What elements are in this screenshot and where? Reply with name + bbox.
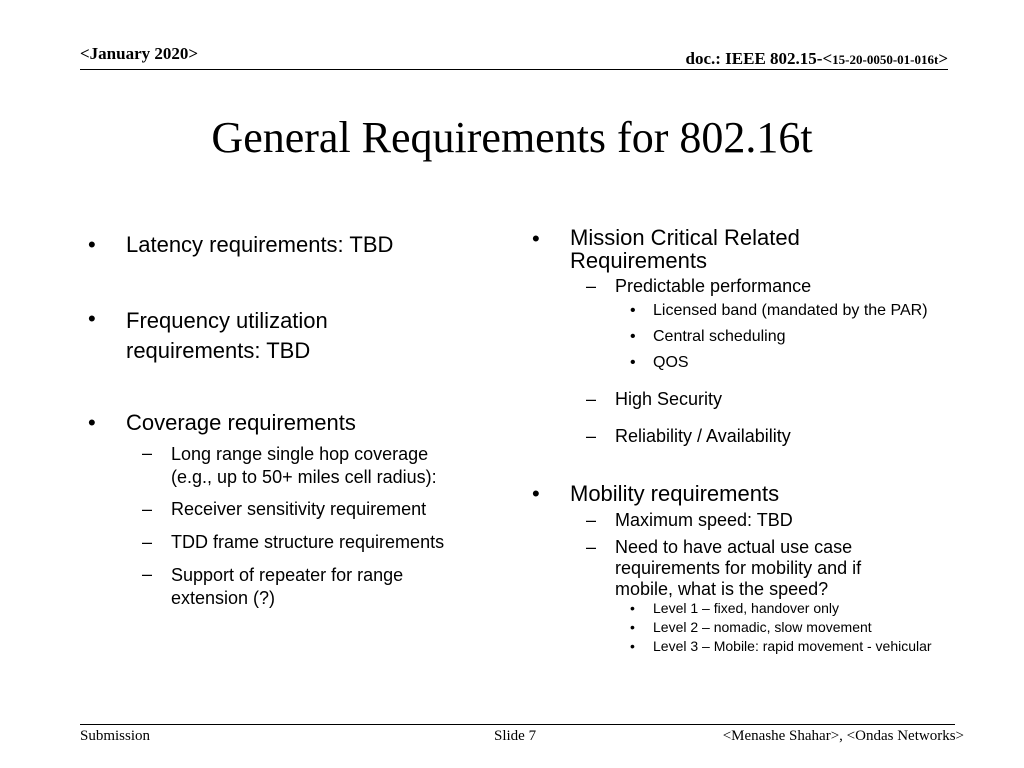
max-speed-text: Maximum speed: TBD bbox=[615, 510, 793, 530]
slide-title: General Requirements for 802.16t bbox=[211, 113, 813, 162]
level-3-text: Level 3 – Mobile: rapid movement - vehicular bbox=[653, 638, 932, 654]
central-text: Central scheduling bbox=[653, 328, 786, 345]
mission-line-2: Requirements bbox=[570, 248, 707, 273]
bullet-marker: • bbox=[532, 226, 540, 251]
bullet-marker: • bbox=[532, 481, 540, 506]
header-rule bbox=[80, 69, 948, 70]
latency-text: Latency requirements: TBD bbox=[126, 232, 394, 257]
bullet-marker: • bbox=[630, 328, 636, 345]
dash-marker: – bbox=[142, 443, 153, 463]
dash-marker: – bbox=[142, 499, 153, 519]
mission-line-1: Mission Critical Related bbox=[570, 225, 800, 250]
level-1-text: Level 1 – fixed, handover only bbox=[653, 600, 840, 616]
header-doc-prefix: doc.: IEEE 802.15-< bbox=[685, 49, 833, 68]
bullet-marker: • bbox=[630, 354, 636, 371]
footer-authors: <Menashe Shahar>, <Ondas Networks> bbox=[722, 728, 964, 744]
bullet-marker: • bbox=[88, 410, 96, 435]
dash-marker: – bbox=[142, 532, 153, 552]
qos-text: QOS bbox=[653, 354, 689, 371]
receiver-text: Receiver sensitivity requirement bbox=[171, 499, 427, 519]
use-case-line-2: requirements for mobility and if bbox=[615, 558, 862, 578]
footer-rule bbox=[80, 724, 955, 725]
use-case-line-1: Need to have actual use case bbox=[615, 537, 853, 557]
bullet-marker: • bbox=[88, 232, 96, 257]
reliability-text: Reliability / Availability bbox=[615, 426, 791, 446]
dash-marker: – bbox=[586, 510, 597, 530]
bullet-marker: • bbox=[630, 619, 635, 635]
level-2-text: Level 2 – nomadic, slow movement bbox=[653, 619, 872, 635]
frequency-line-1: Frequency utilization bbox=[126, 308, 328, 333]
repeater-line-1: Support of repeater for range bbox=[171, 565, 404, 585]
tdd-text: TDD frame structure requirements bbox=[171, 532, 445, 552]
licensed-text: Licensed band (mandated by the PAR) bbox=[653, 302, 928, 319]
header-doc-id bbox=[686, 49, 949, 69]
dash-marker: – bbox=[586, 276, 597, 296]
predictable-text: Predictable performance bbox=[615, 276, 812, 296]
repeater-line-2: extension (?) bbox=[171, 588, 276, 608]
header-doc-number: 15-20-0050-01-016t bbox=[832, 52, 939, 67]
coverage-text: Coverage requirements bbox=[126, 410, 356, 435]
dash-marker: – bbox=[142, 564, 153, 584]
dash-marker: – bbox=[586, 426, 597, 446]
long-range-line-2: (e.g., up to 50+ miles cell radius): bbox=[171, 467, 437, 487]
bullet-marker: • bbox=[630, 302, 636, 319]
dash-marker: – bbox=[586, 537, 597, 557]
footer-slide-number: Slide 7 bbox=[494, 728, 537, 744]
bullet-marker: • bbox=[88, 306, 96, 331]
frequency-line-2: requirements: TBD bbox=[126, 338, 311, 363]
header-date: <January 2020> bbox=[80, 44, 199, 63]
mobility-text: Mobility requirements bbox=[570, 481, 780, 506]
bullet-marker: • bbox=[630, 600, 635, 616]
long-range-line-1: Long range single hop coverage bbox=[171, 444, 429, 464]
security-text: High Security bbox=[615, 389, 723, 409]
footer-submission: Submission bbox=[80, 728, 151, 744]
dash-marker: – bbox=[586, 389, 597, 409]
use-case-line-3: mobile, what is the speed? bbox=[615, 579, 829, 599]
bullet-marker: • bbox=[630, 638, 635, 654]
header-doc-suffix: > bbox=[938, 49, 948, 68]
